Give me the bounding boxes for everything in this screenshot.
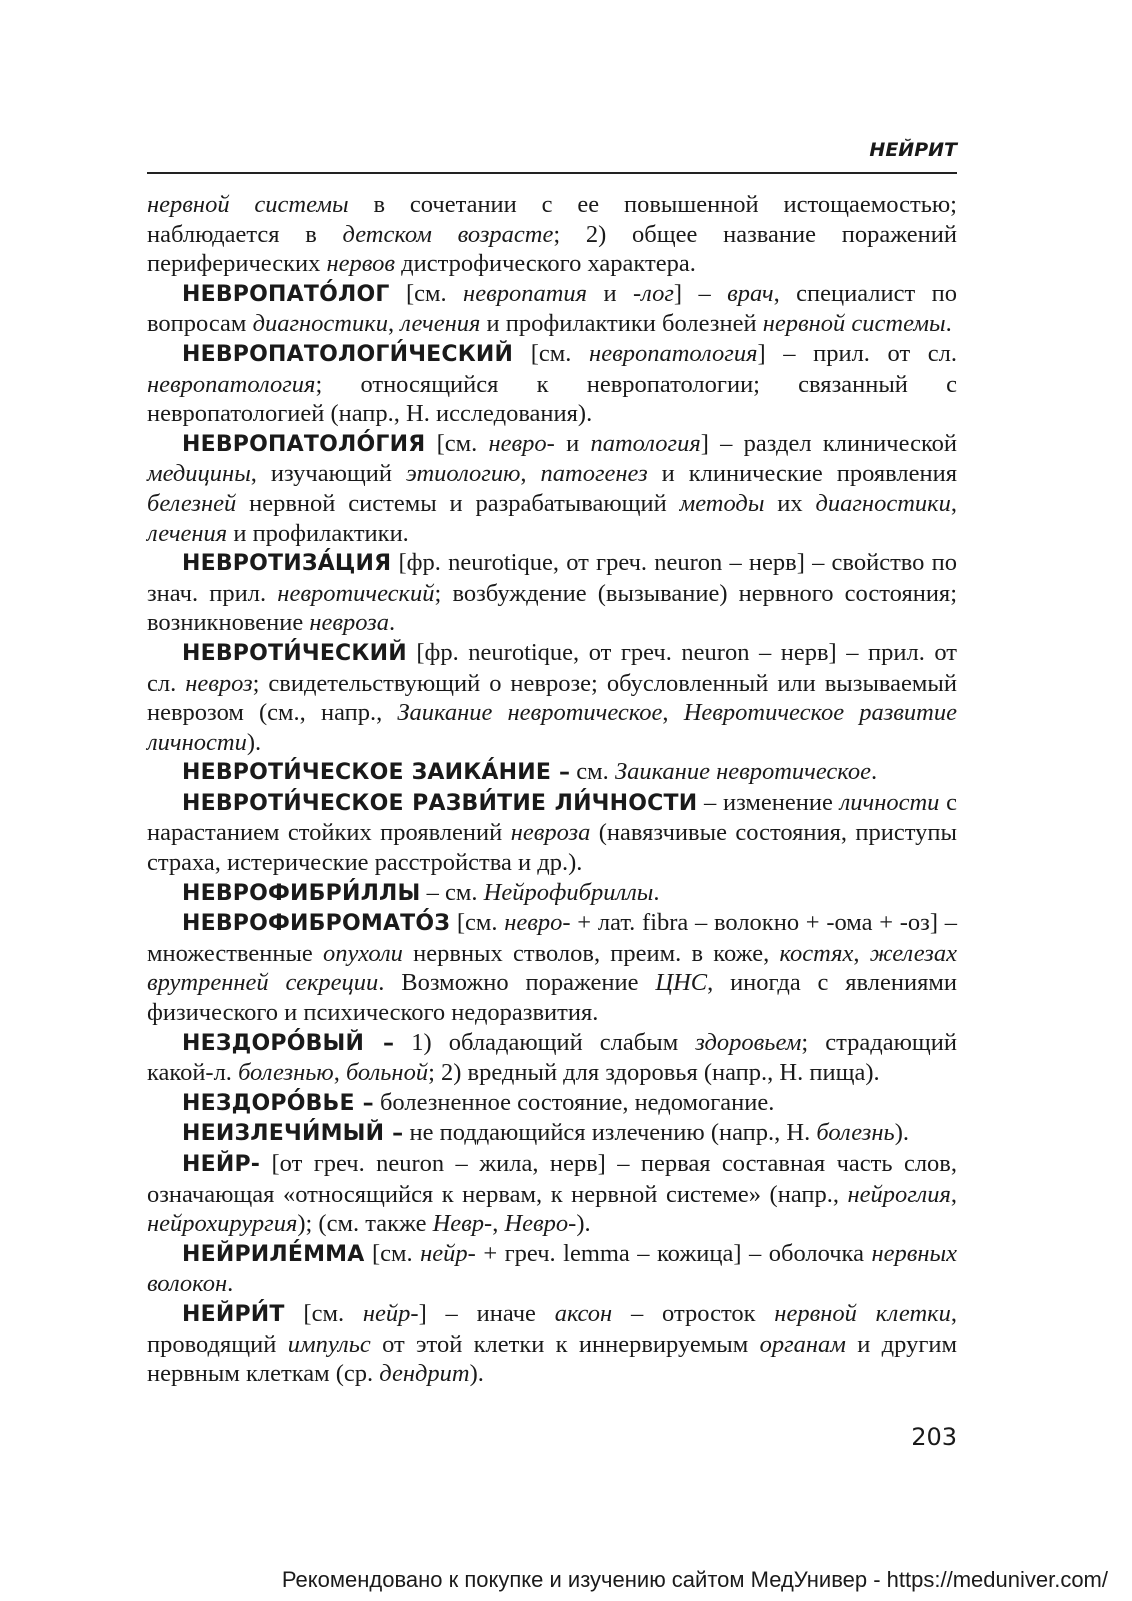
- definition-text: нервных стволов, преим. в коже,: [402, 939, 780, 967]
- definition-text: [см.: [364, 1239, 421, 1267]
- dictionary-entry: [147, 548, 957, 638]
- italic-term: нервной системы: [762, 310, 946, 338]
- italic-term: органам: [759, 1330, 846, 1358]
- header-rule: [147, 172, 957, 174]
- italic-term: костях: [779, 939, 854, 967]
- definition-text: – отросток: [612, 1299, 775, 1327]
- definition-text: и: [587, 279, 633, 307]
- italic-term: Нейрофибриллы: [483, 878, 654, 906]
- definition-text: ,: [950, 489, 957, 517]
- definition-text: ] – иначе: [418, 1299, 555, 1327]
- definition-text: ).: [576, 1210, 591, 1238]
- italic-term: детском возрасте: [342, 220, 554, 248]
- definition-text: [от греч. neuron – жила, нерв] – первая составная часть слов, означающая «относящийся к нервам, к нервной системе» (напр.,: [147, 1150, 957, 1208]
- italic-term: нейроглия: [847, 1180, 951, 1208]
- italic-term: нейрохирургия: [147, 1210, 298, 1238]
- definition-text: , проводящий: [147, 1299, 957, 1358]
- italic-term: аксон: [554, 1299, 613, 1327]
- entry-headword: НЕЙРИЛЕ́ММА: [182, 1241, 365, 1267]
- dictionary-entry: [147, 638, 957, 757]
- italic-term: нервной клетки: [774, 1299, 951, 1327]
- definition-text: .: [227, 1270, 234, 1298]
- italic-term: больной: [345, 1059, 429, 1087]
- definition-text: [см.: [425, 429, 489, 457]
- definition-text: ,: [662, 699, 684, 727]
- dictionary-entry: [147, 279, 957, 339]
- dictionary-entry: [147, 757, 957, 788]
- entry-headword: НЕВРОПАТОЛОГИ́ЧЕСКИЙ: [182, 341, 514, 367]
- definition-text: – см.: [420, 878, 484, 906]
- dictionary-entry: [147, 1028, 957, 1088]
- definition-text: нервной системы и разрабатывающий: [236, 489, 680, 517]
- definition-text: ; возбуждение (вызывание) нервного состояния; возникновение: [147, 579, 958, 637]
- dictionary-entry: [147, 1118, 957, 1149]
- italic-term: болезнь: [816, 1119, 895, 1147]
- definition-text: ] – раздел клинической: [700, 429, 957, 457]
- definition-text: болезненное состояние, недомогание.: [373, 1088, 775, 1116]
- entry-headword: НЕЗДОРО́ВЫЙ –: [182, 1030, 395, 1056]
- dictionary-entry: [147, 878, 957, 909]
- italic-term: диагностики: [252, 310, 388, 338]
- italic-term: медицины: [147, 460, 251, 488]
- italic-term: невропатия: [463, 279, 588, 307]
- definition-text: ,: [520, 460, 541, 488]
- entry-headword: НЕВРОПАТОЛО́ГИЯ: [182, 431, 426, 457]
- dictionary-entry: [147, 908, 957, 1027]
- definition-text: + лат. fibra – волокно + -ома + -оз] – множественные: [147, 909, 957, 967]
- italic-term: белезней: [147, 489, 237, 517]
- definition-text: ); (см. также: [297, 1210, 433, 1238]
- definition-text: ; 2) общее название поражений периферических: [147, 220, 958, 278]
- entry-headword: НЕЙР-: [182, 1152, 261, 1177]
- italic-term: нейр-: [420, 1239, 476, 1267]
- italic-term: ЦНС: [655, 969, 708, 997]
- italic-term: импульс: [287, 1330, 371, 1358]
- definition-text: ; относящийся к невропатологии; связанный с невропатологией (напр., Н. исследования).: [147, 370, 957, 428]
- italic-term: нейр-: [362, 1299, 419, 1327]
- entry-continuation: [147, 190, 957, 279]
- entry-headword: НЕИЗЛЕЧИ́МЫЙ –: [182, 1121, 404, 1147]
- definition-text: [см.: [389, 279, 464, 307]
- italic-term: невропатология: [589, 339, 758, 367]
- italic-term: Заикание невротическое: [397, 699, 663, 727]
- italic-term: диагностики: [815, 489, 951, 517]
- italic-term: невроза: [510, 819, 591, 847]
- definition-text: и профилактики болезней: [480, 310, 763, 338]
- definition-text: .: [870, 758, 878, 786]
- definition-text: (навязчивые состояния, приступы страха, истерические расстройства и др.).: [147, 819, 957, 877]
- definition-text: [см.: [284, 1299, 363, 1327]
- italic-term: лечения: [147, 519, 228, 547]
- page-number: 203: [911, 1423, 957, 1451]
- italic-term: патогенез: [540, 460, 648, 488]
- definition-text: ,: [387, 310, 401, 338]
- italic-term: Невр-: [432, 1210, 493, 1238]
- definition-text: ).: [246, 728, 262, 756]
- italic-term: лечения: [400, 310, 481, 338]
- italic-term: Невро-: [504, 1210, 577, 1238]
- running-head: НЕЙРИТ: [869, 139, 957, 161]
- definition-text: .: [389, 609, 396, 637]
- italic-term: опухоли: [323, 939, 403, 967]
- italic-term: нервов: [326, 250, 396, 278]
- dictionary-entry: [147, 1239, 957, 1299]
- definition-text: ).: [469, 1360, 484, 1388]
- definition-text: дистрофического характера.: [395, 250, 696, 278]
- definition-text: .: [945, 310, 952, 338]
- definition-text: ; страдающий какой-л.: [147, 1028, 958, 1087]
- definition-text: см.: [570, 758, 615, 786]
- definition-text: не поддающийся излечению (напр., Н.: [403, 1119, 817, 1147]
- definition-text: , иногда с явлениями физического и психического недоразвития.: [147, 969, 957, 1027]
- italic-term: железах врутренней секреции: [147, 939, 957, 997]
- dictionary-entry: [147, 339, 957, 429]
- definition-text: и: [554, 429, 591, 457]
- italic-term: невропатология: [147, 370, 316, 398]
- definition-text: ] –: [673, 279, 728, 307]
- definition-text: ,: [492, 1210, 505, 1238]
- definition-text: + греч. lemma – кожица] – оболочка: [475, 1239, 872, 1267]
- definition-text: 1) обладающий слабым: [394, 1028, 696, 1056]
- entry-headword: НЕЙРИ́Т: [182, 1301, 285, 1327]
- italic-term: нервных волокон: [147, 1239, 957, 1298]
- definition-text: ,: [333, 1059, 346, 1087]
- italic-term: этиологию: [406, 460, 521, 488]
- entry-headword: НЕВРОТИ́ЧЕСКОЕ ЗАИКА́НИЕ –: [182, 760, 571, 786]
- definition-text: и клинические проявления: [647, 460, 957, 488]
- definition-text: и другим нервным клеткам (ср.: [147, 1330, 957, 1388]
- dictionary-entry: [147, 1299, 957, 1389]
- entry-headword: НЕВРОТИЗА́ЦИЯ: [182, 551, 392, 577]
- italic-term: методы: [679, 489, 765, 517]
- italic-term: дендрит: [379, 1360, 470, 1388]
- italic-term: здоровьем: [695, 1028, 802, 1056]
- definition-text: в сочетании с ее повышенной истощаемостью; наблюдается в: [147, 191, 957, 248]
- entry-headword: НЕВРОФИБРОМАТО́З: [182, 911, 451, 937]
- italic-term: патология: [590, 429, 701, 457]
- dictionary-entries: [147, 190, 957, 1389]
- definition-text: ] – прил. от сл.: [757, 339, 958, 367]
- definition-text: [фр. neurotique, от греч. neuron – нерв] – свойство по знач. прил.: [147, 549, 957, 607]
- definition-text: [см.: [450, 909, 505, 937]
- italic-term: болезнью: [238, 1059, 334, 1087]
- italic-term: личности: [839, 788, 940, 816]
- dictionary-entry: [147, 1149, 957, 1239]
- dictionary-entry: [147, 1088, 957, 1119]
- definition-text: и профилактики.: [227, 519, 409, 547]
- definition-text: ).: [894, 1119, 909, 1147]
- italic-term: Заикание невротическое: [614, 758, 871, 786]
- definition-text: их: [764, 489, 816, 517]
- italic-term: невроза: [309, 609, 389, 637]
- italic-term: невро-: [504, 909, 571, 937]
- italic-term: Невротическое развитие личности: [147, 699, 958, 756]
- dictionary-entry: [147, 788, 957, 878]
- entry-headword: НЕЗДОРО́ВЬЕ –: [182, 1090, 374, 1116]
- dictionary-entry: [147, 429, 957, 548]
- definition-text: ; свидетельствующий о неврозе; обусловленный или вызываемый неврозом (см., напр.,: [147, 669, 957, 727]
- entry-headword: НЕВРОТИ́ЧЕСКОЕ РАЗВИ́ТИЕ ЛИ́ЧНОСТИ: [182, 790, 698, 816]
- definition-text: [фр. neurotique, от греч. neuron – нерв] – прил. от сл.: [147, 638, 957, 697]
- footer-note: Рекомендовано к покупке и изучению сайтом МедУнивер - https://meduniver.com/: [281, 1567, 1108, 1592]
- italic-term: невро-: [488, 429, 555, 457]
- italic-term: -лог: [632, 279, 674, 307]
- definition-text: от этой клетки к иннервируемым: [370, 1330, 760, 1358]
- definition-text: ,: [853, 939, 870, 967]
- definition-text: – изменение: [697, 788, 840, 816]
- definition-text: .: [653, 878, 660, 906]
- italic-term: врач: [727, 279, 774, 307]
- entry-headword: НЕВРОФИБРИ́ЛЛЫ: [182, 880, 421, 906]
- definition-text: ,: [950, 1180, 957, 1208]
- italic-term: невроз: [185, 669, 253, 697]
- definition-text: с нарастанием стойких проявлений: [147, 788, 958, 847]
- entry-headword: НЕВРОПАТО́ЛОГ: [182, 281, 390, 307]
- definition-text: . Возможно поражение: [378, 969, 656, 997]
- italic-term: невротический: [277, 579, 435, 607]
- italic-term: нервной системы: [147, 191, 349, 218]
- definition-text: [см.: [513, 339, 590, 367]
- definition-text: , специалист по вопросам: [147, 279, 957, 338]
- definition-text: , изучающий: [250, 460, 406, 488]
- definition-text: ; 2) вредный для здоровья (напр., Н. пища).: [428, 1059, 880, 1087]
- entry-headword: НЕВРОТИ́ЧЕСКИЙ: [182, 640, 407, 666]
